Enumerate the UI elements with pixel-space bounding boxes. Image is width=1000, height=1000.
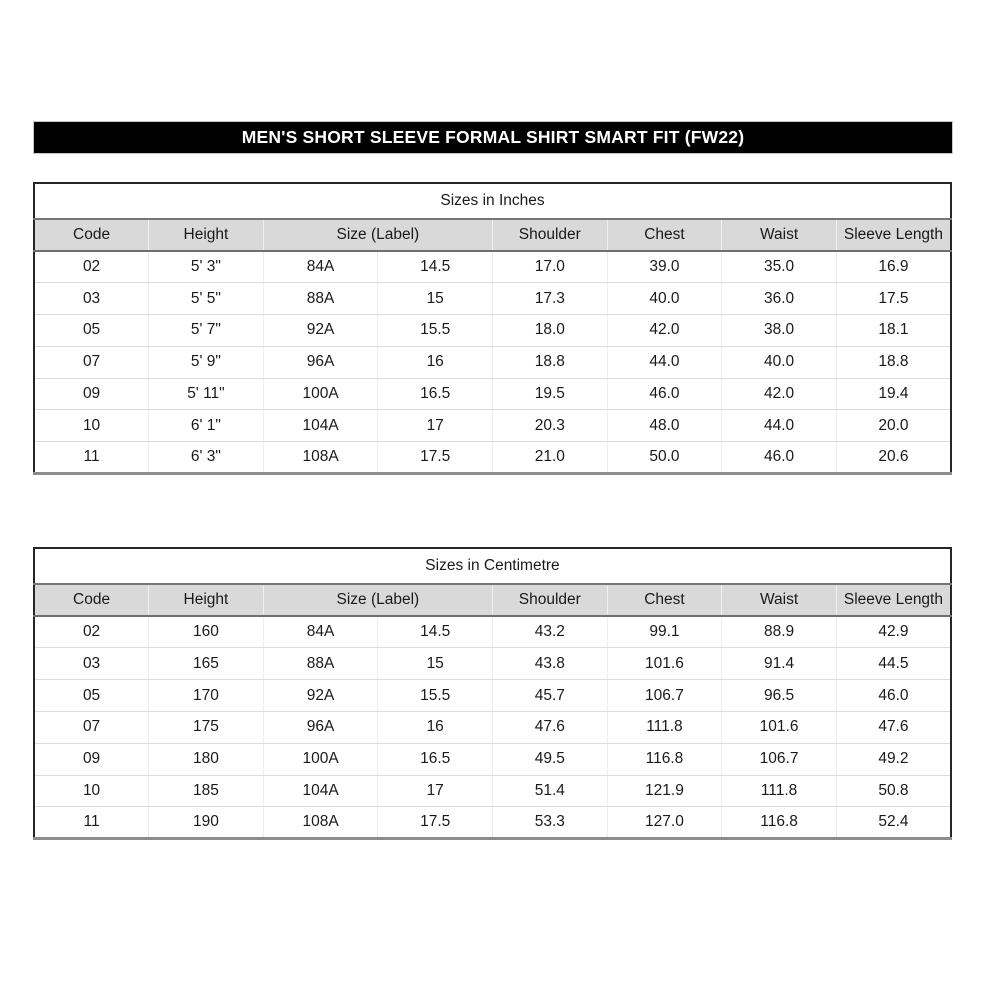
table-cell: 05 <box>34 315 149 347</box>
table-cell: 160 <box>149 616 264 648</box>
table-cell: 99.1 <box>607 616 722 648</box>
column-header: Chest <box>607 584 722 616</box>
table-cell: 38.0 <box>722 315 837 347</box>
table-cell: 104A <box>263 775 378 807</box>
table-cell: 111.8 <box>607 711 722 743</box>
table-cell: 14.5 <box>378 616 493 648</box>
table-cell: 21.0 <box>493 442 608 474</box>
table-cell: 5' 9" <box>149 346 264 378</box>
table-caption: Sizes in Centimetre <box>34 548 951 584</box>
spacer <box>33 475 953 547</box>
table-cell: 35.0 <box>722 251 837 283</box>
table-cell: 104A <box>263 410 378 442</box>
column-header: Code <box>34 584 149 616</box>
table-cell: 20.6 <box>836 442 951 474</box>
column-header: Code <box>34 219 149 251</box>
table-cell: 96.5 <box>722 680 837 712</box>
table-cell: 50.8 <box>836 775 951 807</box>
column-header: Shoulder <box>493 584 608 616</box>
table-row <box>34 442 951 474</box>
product-title: MEN'S SHORT SLEEVE FORMAL SHIRT SMART FIT (FW22) <box>241 127 745 147</box>
table-cell: 18.8 <box>493 346 608 378</box>
table-cell: 40.0 <box>607 283 722 315</box>
table-cell: 106.7 <box>722 743 837 775</box>
table-cell: 18.0 <box>493 315 608 347</box>
table-cell: 15 <box>378 283 493 315</box>
table-row <box>34 775 951 807</box>
table-cell: 03 <box>34 648 149 680</box>
sizes-inches-table <box>33 182 952 475</box>
table-cell: 48.0 <box>607 410 722 442</box>
table-row <box>34 743 951 775</box>
table-cell: 15.5 <box>378 680 493 712</box>
table-cell: 39.0 <box>607 251 722 283</box>
table-cell: 52.4 <box>836 807 951 839</box>
table-cell: 19.4 <box>836 378 951 410</box>
table-cell: 47.6 <box>493 711 608 743</box>
column-header: Size (Label) <box>263 584 492 616</box>
table-cell: 92A <box>263 680 378 712</box>
table-cell: 17 <box>378 775 493 807</box>
table-cell: 07 <box>34 711 149 743</box>
table-row <box>34 616 951 648</box>
table-cell: 88A <box>263 648 378 680</box>
table-cell: 127.0 <box>607 807 722 839</box>
table-row <box>34 378 951 410</box>
table-cell: 16.5 <box>378 378 493 410</box>
table-cell: 05 <box>34 680 149 712</box>
size-chart-page <box>33 0 953 840</box>
table-cell: 45.7 <box>493 680 608 712</box>
table-cell: 51.4 <box>493 775 608 807</box>
table-cell: 6' 1" <box>149 410 264 442</box>
table-cell: 43.8 <box>493 648 608 680</box>
table-cell: 116.8 <box>607 743 722 775</box>
table-cell: 96A <box>263 346 378 378</box>
table-cell: 190 <box>149 807 264 839</box>
table-cell: 108A <box>263 442 378 474</box>
table-cell: 5' 11" <box>149 378 264 410</box>
table-cell: 09 <box>34 743 149 775</box>
table-cell: 17.5 <box>378 442 493 474</box>
table-cell: 111.8 <box>722 775 837 807</box>
product-title-bar <box>33 121 953 154</box>
table-cell: 49.2 <box>836 743 951 775</box>
table-row <box>34 807 951 839</box>
table-cell: 44.0 <box>607 346 722 378</box>
table-cell: 15 <box>378 648 493 680</box>
table-cell: 19.5 <box>493 378 608 410</box>
table-cell: 44.5 <box>836 648 951 680</box>
table-cell: 116.8 <box>722 807 837 839</box>
table-cell: 18.1 <box>836 315 951 347</box>
table-cell: 17.3 <box>493 283 608 315</box>
table-row <box>34 711 951 743</box>
table-cell: 44.0 <box>722 410 837 442</box>
table-body <box>34 251 951 474</box>
table-cell: 91.4 <box>722 648 837 680</box>
table-cell: 5' 7" <box>149 315 264 347</box>
table-cell: 40.0 <box>722 346 837 378</box>
table-cell: 15.5 <box>378 315 493 347</box>
table-cell: 106.7 <box>607 680 722 712</box>
table-cell: 53.3 <box>493 807 608 839</box>
column-header: Waist <box>722 584 837 616</box>
table-body <box>34 616 951 839</box>
table-cell: 100A <box>263 743 378 775</box>
column-header: Sleeve Length <box>836 584 951 616</box>
table-cell: 108A <box>263 807 378 839</box>
table-cell: 16 <box>378 346 493 378</box>
table-cell: 16 <box>378 711 493 743</box>
table-cell: 84A <box>263 616 378 648</box>
table-cell: 88.9 <box>722 616 837 648</box>
table-cell: 10 <box>34 410 149 442</box>
table-cell: 170 <box>149 680 264 712</box>
table-cell: 07 <box>34 346 149 378</box>
table-cell: 92A <box>263 315 378 347</box>
table-cell: 6' 3" <box>149 442 264 474</box>
column-header: Sleeve Length <box>836 219 951 251</box>
table-row <box>34 315 951 347</box>
table-cell: 11 <box>34 442 149 474</box>
table-cell: 84A <box>263 251 378 283</box>
table-cell: 101.6 <box>722 711 837 743</box>
column-header: Size (Label) <box>263 219 492 251</box>
table-cell: 17.5 <box>378 807 493 839</box>
table-cell: 42.0 <box>607 315 722 347</box>
table-cell: 17.5 <box>836 283 951 315</box>
table-row <box>34 251 951 283</box>
table-cell: 46.0 <box>722 442 837 474</box>
table-cell: 02 <box>34 616 149 648</box>
table-cell: 43.2 <box>493 616 608 648</box>
table-cell: 165 <box>149 648 264 680</box>
column-header: Height <box>149 219 264 251</box>
table-cell: 17.0 <box>493 251 608 283</box>
table-cell: 02 <box>34 251 149 283</box>
table-row <box>34 648 951 680</box>
table-cell: 03 <box>34 283 149 315</box>
table-row <box>34 410 951 442</box>
table-cell: 100A <box>263 378 378 410</box>
table-row <box>34 680 951 712</box>
table-header-row <box>34 584 951 616</box>
table-cell: 20.0 <box>836 410 951 442</box>
table-cell: 14.5 <box>378 251 493 283</box>
table-cell: 50.0 <box>607 442 722 474</box>
table-cell: 42.9 <box>836 616 951 648</box>
table-cell: 121.9 <box>607 775 722 807</box>
table-cell: 46.0 <box>607 378 722 410</box>
table-cell: 47.6 <box>836 711 951 743</box>
table-row <box>34 283 951 315</box>
column-header: Waist <box>722 219 837 251</box>
table-cell: 11 <box>34 807 149 839</box>
table-cell: 88A <box>263 283 378 315</box>
table-header-row <box>34 219 951 251</box>
table-cell: 5' 5" <box>149 283 264 315</box>
table-cell: 36.0 <box>722 283 837 315</box>
table-cell: 5' 3" <box>149 251 264 283</box>
table-cell: 175 <box>149 711 264 743</box>
table-cell: 20.3 <box>493 410 608 442</box>
column-header: Shoulder <box>493 219 608 251</box>
column-header: Height <box>149 584 264 616</box>
table-cell: 16.5 <box>378 743 493 775</box>
table-cell: 16.9 <box>836 251 951 283</box>
column-header: Chest <box>607 219 722 251</box>
table-row <box>34 346 951 378</box>
table-cell: 185 <box>149 775 264 807</box>
table-caption-row <box>34 548 951 584</box>
table-caption: Sizes in Inches <box>34 183 951 219</box>
table-cell: 101.6 <box>607 648 722 680</box>
table-cell: 18.8 <box>836 346 951 378</box>
table-cell: 17 <box>378 410 493 442</box>
table-cell: 10 <box>34 775 149 807</box>
table-cell: 42.0 <box>722 378 837 410</box>
table-cell: 180 <box>149 743 264 775</box>
table-cell: 46.0 <box>836 680 951 712</box>
table-caption-row <box>34 183 951 219</box>
table-cell: 09 <box>34 378 149 410</box>
spacer <box>33 154 953 182</box>
sizes-centimetre-table <box>33 547 952 840</box>
table-cell: 49.5 <box>493 743 608 775</box>
table-cell: 96A <box>263 711 378 743</box>
